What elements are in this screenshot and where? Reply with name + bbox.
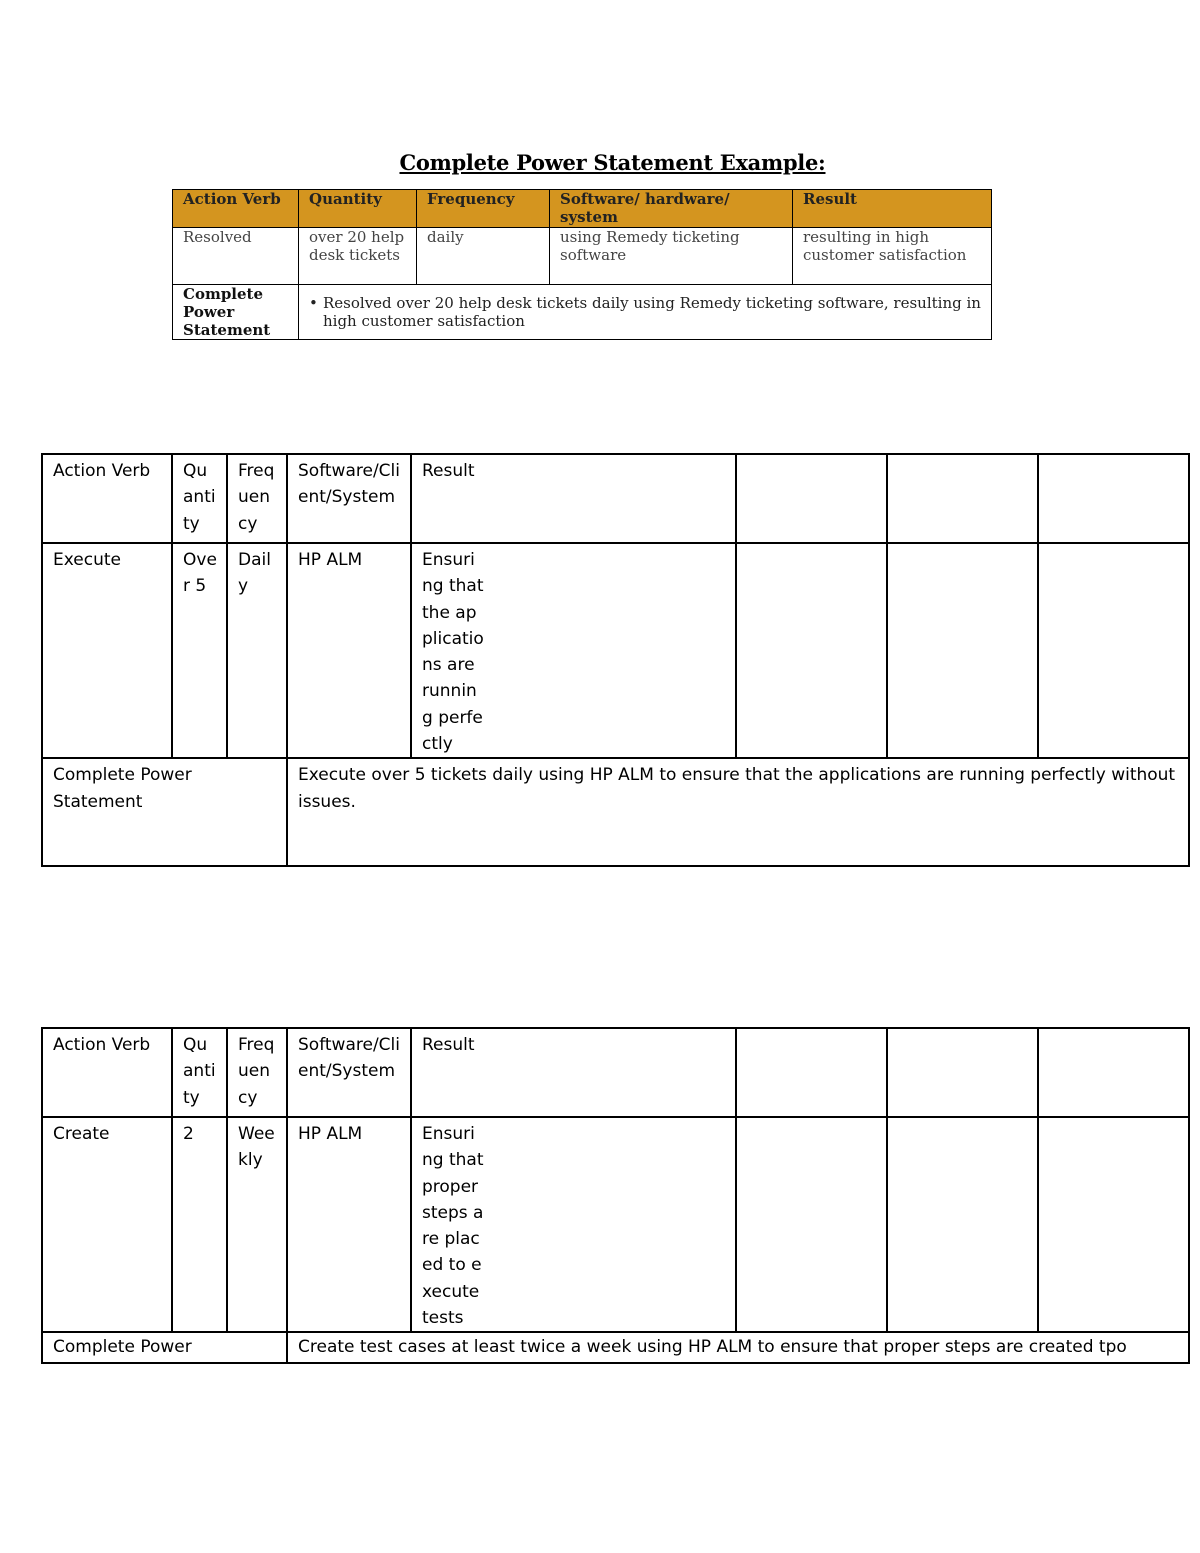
example-header-cell: Frequency xyxy=(417,190,550,228)
header-empty xyxy=(736,454,887,543)
example-header-cell: Quantity xyxy=(299,190,417,228)
example-values-row xyxy=(173,228,992,285)
example-header-row xyxy=(173,190,992,228)
header-software: Software/Client/System xyxy=(287,454,411,543)
value-empty xyxy=(1038,1117,1189,1332)
worksheet-values-row xyxy=(42,1117,1189,1332)
value-empty xyxy=(887,1117,1038,1332)
value-software: HP ALM xyxy=(287,543,411,758)
value-result-text: Ensuring that proper steps are placed to execute tests xyxy=(422,1124,484,1329)
value-empty xyxy=(736,543,887,758)
example-statement-bullet xyxy=(309,285,991,330)
value-empty xyxy=(736,1117,887,1332)
example-statement-label: Complete Power Statement xyxy=(173,285,299,340)
header-empty xyxy=(1038,454,1189,543)
value-quantity: Over 5 xyxy=(172,543,227,758)
statement-label: Complete Power Statement xyxy=(42,758,287,866)
worksheet-statement-row xyxy=(42,758,1189,866)
value-result-text: Ensuring that the applications are running perfectly xyxy=(422,550,484,755)
example-header-cell: Result xyxy=(793,190,992,228)
worksheet-statement-row xyxy=(42,1332,1189,1363)
value-frequency: Weekly xyxy=(227,1117,287,1332)
example-header-cell: Action Verb xyxy=(173,190,299,228)
example-value-cell: daily xyxy=(417,228,550,285)
worksheet-table-2 xyxy=(41,1027,1190,1364)
header-software: Software/Client/System xyxy=(287,1028,411,1117)
value-empty xyxy=(1038,543,1189,758)
header-result: Result xyxy=(411,454,736,543)
header-frequency: Frequency xyxy=(227,454,287,543)
example-value-cell: resulting in high customer satisfaction xyxy=(793,228,992,285)
value-empty xyxy=(887,543,1038,758)
header-quantity: Quantity xyxy=(172,1028,227,1117)
statement-text: Create test cases at least twice a week using HP ALM to ensure that proper steps are created tpo xyxy=(287,1332,1189,1363)
worksheet-values-row xyxy=(42,543,1189,758)
value-frequency: Daily xyxy=(227,543,287,758)
statement-text: Execute over 5 tickets daily using HP ALM to ensure that the applications are running perfectly without issues. xyxy=(287,758,1189,866)
header-empty xyxy=(1038,1028,1189,1117)
worksheet-table-1 xyxy=(41,453,1190,867)
value-software: HP ALM xyxy=(287,1117,411,1332)
header-result: Result xyxy=(411,1028,736,1117)
header-empty xyxy=(736,1028,887,1117)
example-table xyxy=(172,189,992,340)
example-value-cell: using Remedy ticketing software xyxy=(550,228,793,285)
example-statement-row xyxy=(173,285,992,340)
example-statement-cell xyxy=(299,285,992,340)
statement-label: Complete Power xyxy=(42,1332,287,1363)
header-quantity: Quantity xyxy=(172,454,227,543)
value-quantity: 2 xyxy=(172,1117,227,1332)
value-result xyxy=(411,1117,736,1332)
header-empty xyxy=(887,1028,1038,1117)
header-action-verb: Action Verb xyxy=(42,454,172,543)
header-empty xyxy=(887,454,1038,543)
example-title: Complete Power Statement Example: xyxy=(399,150,826,175)
example-statement-text: Resolved over 20 help desk tickets daily using Remedy ticketing software, resulting in high customer satisfaction xyxy=(323,294,981,330)
header-frequency: Frequency xyxy=(227,1028,287,1117)
value-result xyxy=(411,543,736,758)
header-action-verb: Action Verb xyxy=(42,1028,172,1117)
worksheet-header-row xyxy=(42,1028,1189,1117)
value-action-verb: Create xyxy=(42,1117,172,1332)
value-action-verb: Execute xyxy=(42,543,172,758)
example-value-cell: Resolved xyxy=(173,228,299,285)
worksheet-header-row xyxy=(42,454,1189,543)
bullet-icon: • xyxy=(309,294,318,312)
example-header-cell: Software/ hardware/ system xyxy=(550,190,793,228)
example-value-cell: over 20 help desk tickets xyxy=(299,228,417,285)
